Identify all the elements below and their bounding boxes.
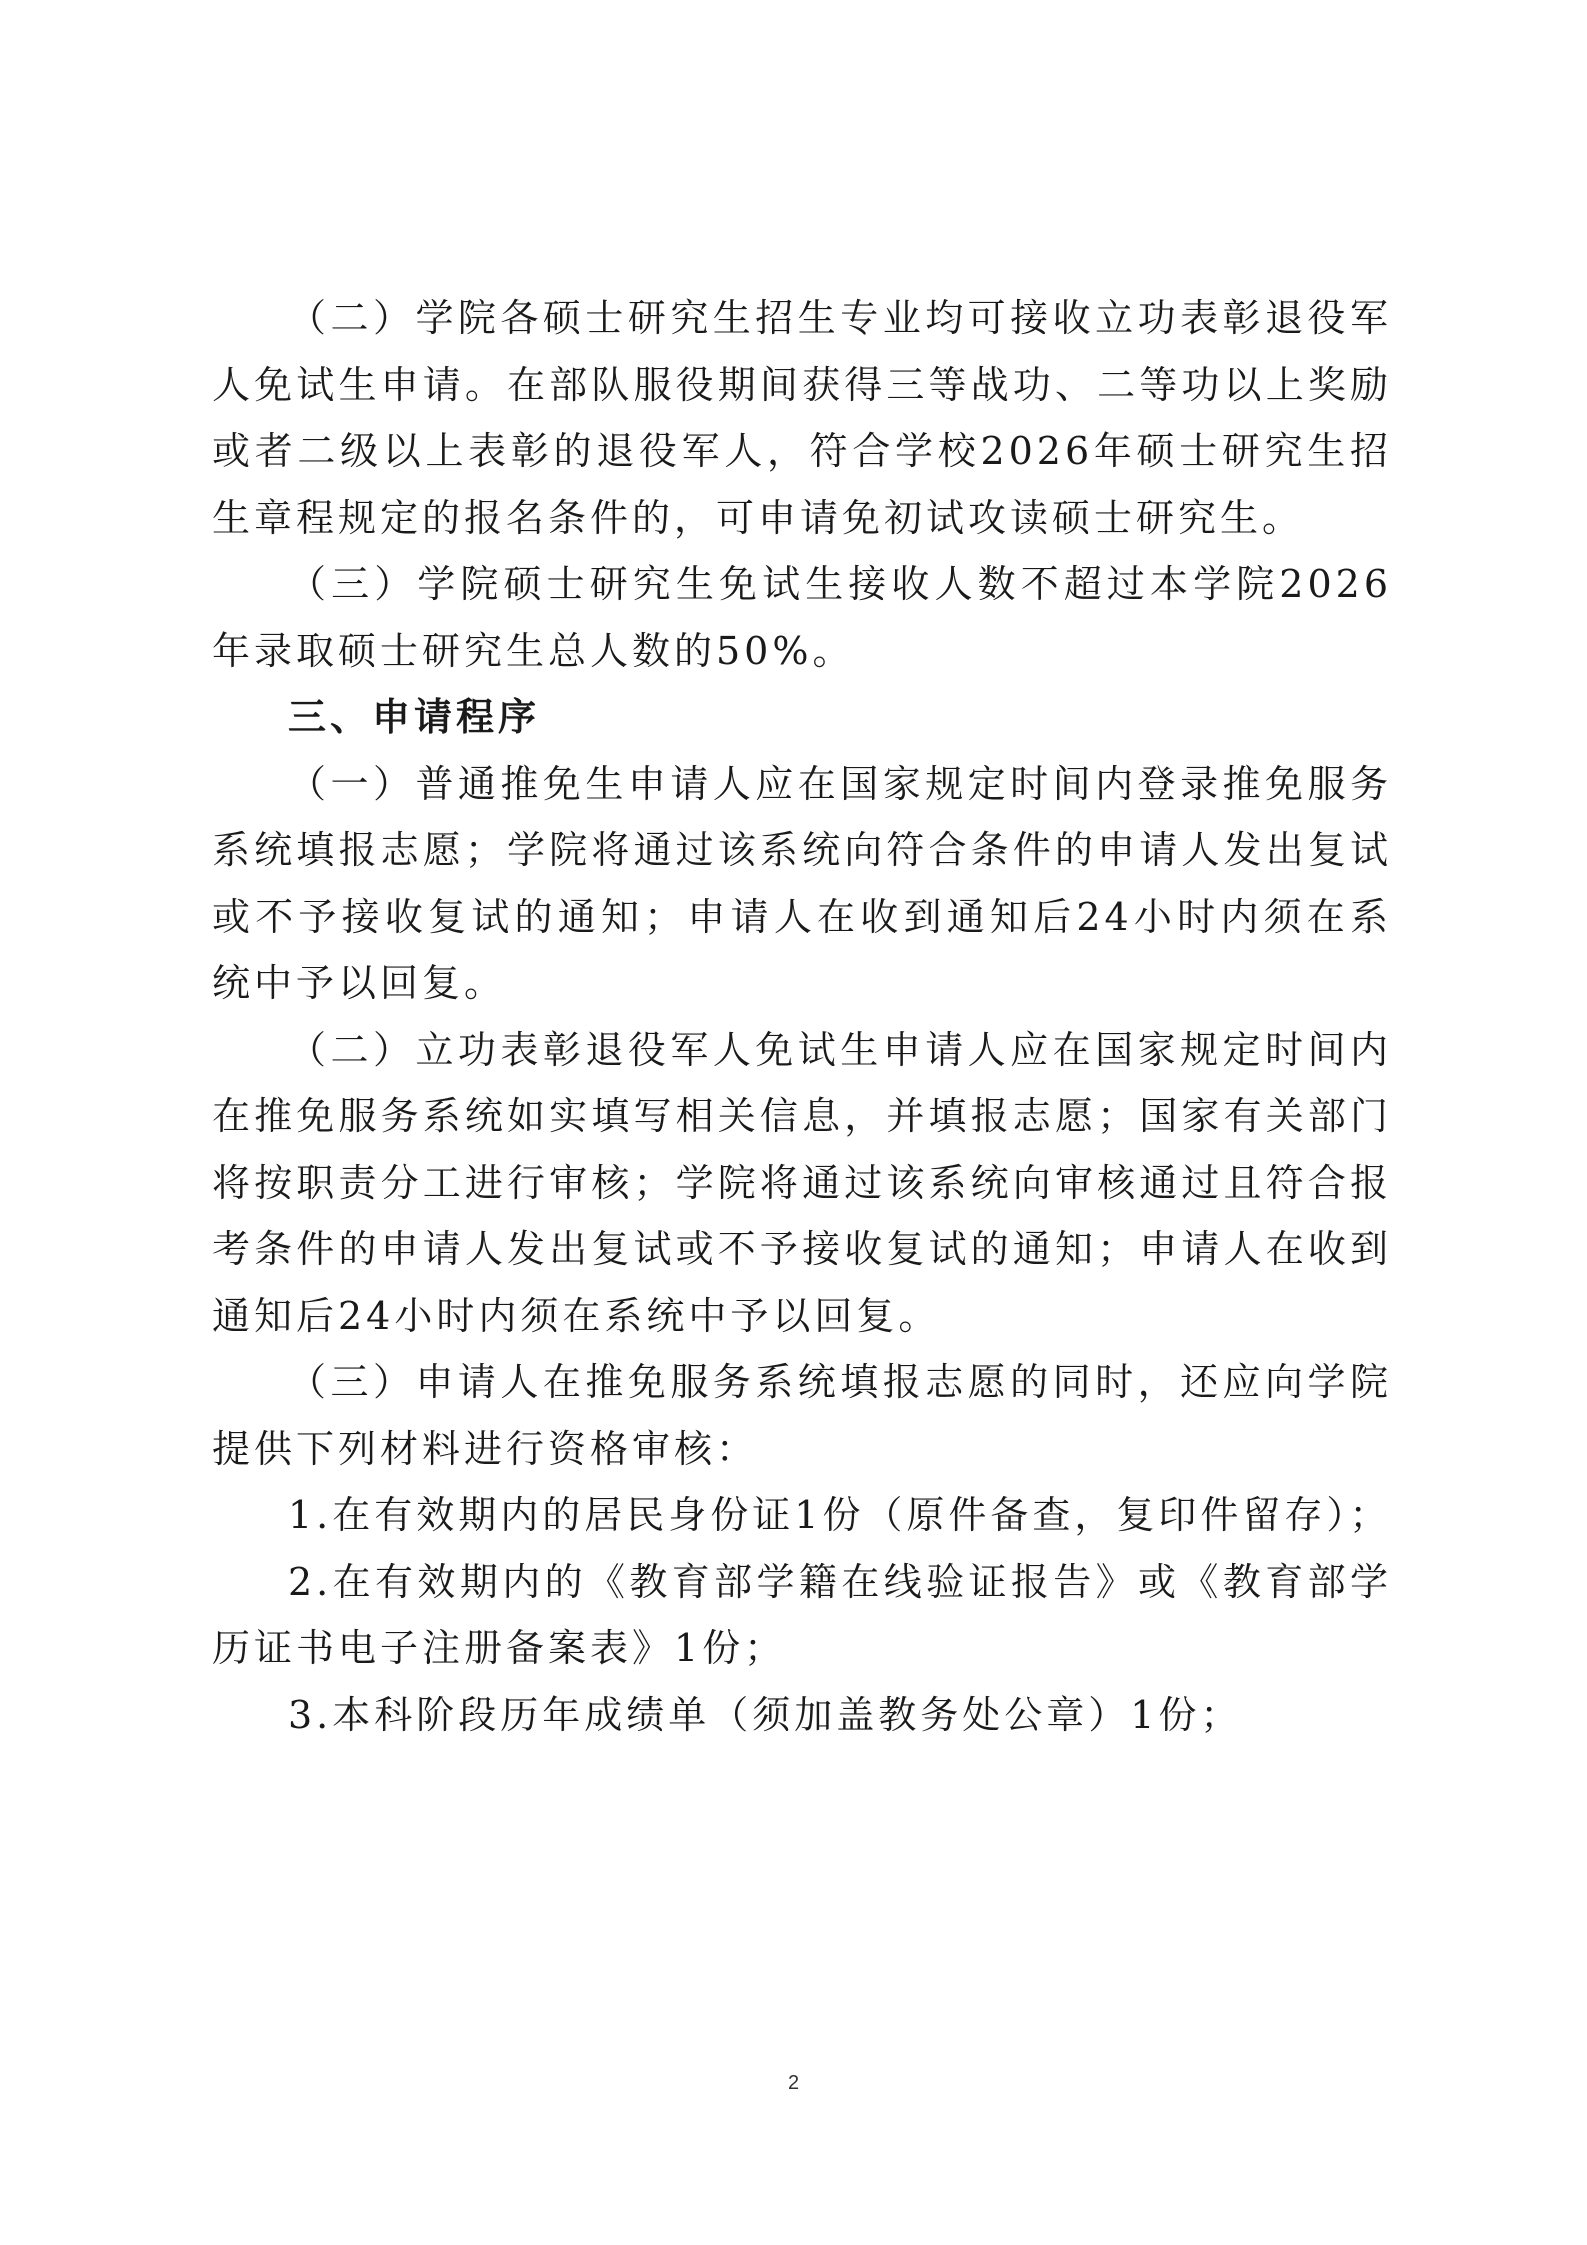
paragraph-3-1: （一）普通推免生申请人应在国家规定时间内登录推免服务系统填报志愿；学院将通过该系统向符合条件的申请人发出复试或不予接收复试的通知；申请人在收到通知后24小时内须在系统中予以回复。 — [212, 761, 1392, 1005]
list-item-3: 3.本科阶段历年成绩单（须加盖教务处公章）1份； — [288, 1692, 1243, 1737]
paragraph-2-3: （三）学院硕士研究生免试生接收人数不超过本学院2026年录取硕士研究生总人数的50%。 — [212, 562, 1392, 673]
section-heading-3: 三、申请程序 — [288, 695, 541, 739]
paragraph-3-2: （二）立功表彰退役军人免试生申请人应在国家规定时间内在推免服务系统如实填写相关信息，并填报志愿；国家有关部门将按职责分工进行审核；学院将通过该系统向审核通过且符合报考条件的申请人发出复试或不予接收复试的通知；申请人在收到通知后24小时内须在系统中予以回复。 — [212, 1027, 1392, 1338]
list-item-1: 1.在有效期内的居民身份证1份（原件备查，复印件留存）； — [288, 1493, 1392, 1537]
page-number: 2 — [787, 2072, 800, 2094]
document-body — [212, 285, 1392, 1748]
paragraph-3-3: （三）申请人在推免服务系统填报志愿的同时，还应向学院提供下列材料进行资格审核： — [212, 1360, 1392, 1471]
list-item-2: 2.在有效期内的《教育部学籍在线验证报告》或《教育部学历证书电子注册备案表》1份； — [212, 1559, 1392, 1670]
paragraph-2-2: （二）学院各硕士研究生招生专业均可接收立功表彰退役军人免试生申请。在部队服役期间获得三等战功、二等功以上奖励或者二级以上表彰的退役军人，符合学校2026年硕士研究生招生章程规定的报名条件的，可申请免初试攻读硕士研究生。 — [212, 296, 1392, 540]
